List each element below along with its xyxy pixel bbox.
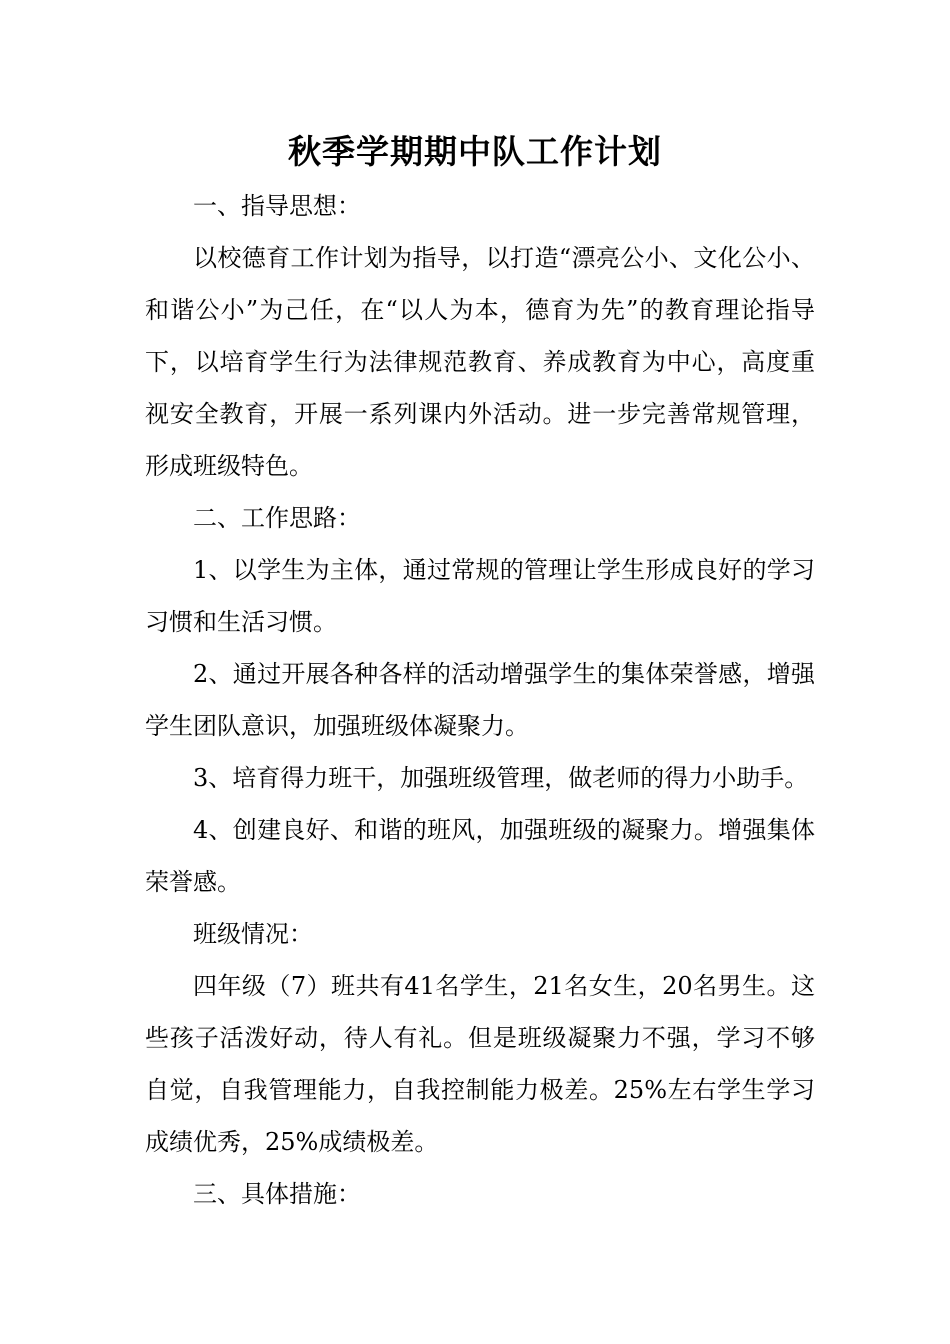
section-heading-work-approach: 二、工作思路： [193, 504, 361, 532]
section-heading-measures: 三、具体措施： [193, 1180, 361, 1208]
section-heading-guiding-thought: 一、指导思想： [193, 192, 361, 220]
paragraph-class-situation: 四年级（7）班共有41名学生，21名女生，20名男生。这些孩子活泼好动，待人有礼。但是班级凝聚力不强，学习不够自觉，自我管理能力，自我控制能力极差。25%左右学生学习成绩优秀，25%成绩极差。 [145, 972, 815, 1156]
list-item-approach-1: 1、以学生为主体，通过常规的管理让学生形成良好的学习习惯和生活习惯。 [145, 556, 815, 636]
document-body [145, 180, 815, 1220]
paragraph-guiding-thought: 以校德育工作计划为指导，以打造“漂亮公小、文化公小、和谐公小”为己任，在“以人为本，德育为先”的教育理论指导下，以培育学生行为法律规范教育、养成教育为中心，高度重视安全教育，开展一系列课内外活动。进一步完善常规管理，形成班级特色。 [145, 244, 815, 480]
list-item-approach-2: 2、通过开展各种各样的活动增强学生的集体荣誉感，增强学生团队意识，加强班级体凝聚力。 [145, 660, 815, 740]
list-item-approach-4: 4、创建良好、和谐的班风，加强班级的凝聚力。增强集体荣誉感。 [145, 816, 815, 896]
list-item-approach-3: 3、培育得力班干，加强班级管理，做老师的得力小助手。 [193, 764, 809, 792]
section-heading-class-situation: 班级情况： [193, 920, 313, 948]
document-title: 秋季学期期中队工作计划 [288, 132, 662, 171]
